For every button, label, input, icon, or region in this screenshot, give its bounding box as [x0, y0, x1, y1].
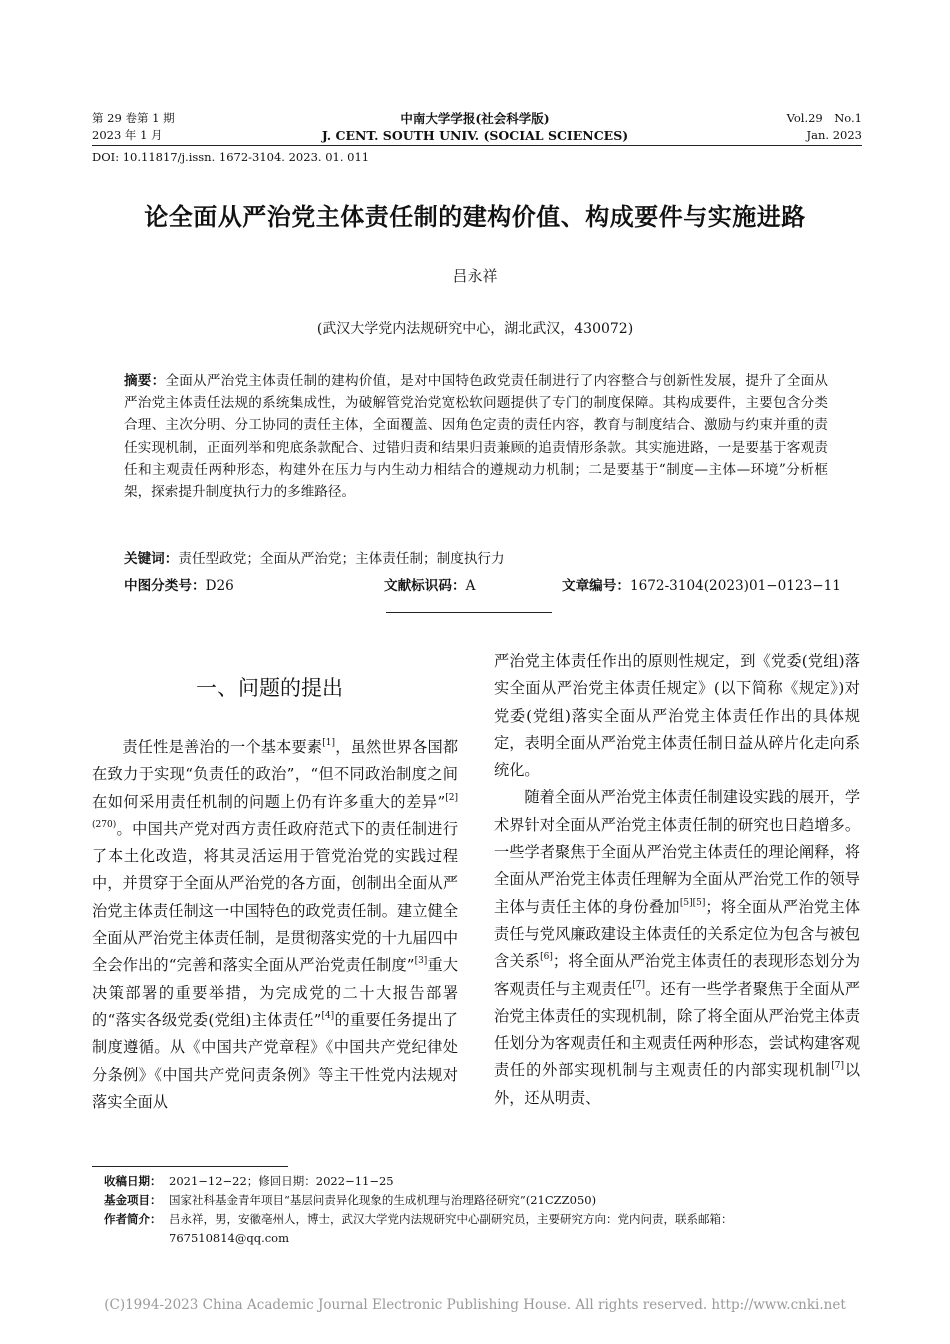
citation-ref[interactable]: [4]: [321, 1010, 335, 1021]
issue-info: [92, 110, 175, 144]
journal-name-cn: 中南大学学报(社会科学版): [400, 111, 550, 126]
clc-value: D26: [205, 578, 234, 594]
author-name: 吕永祥: [452, 267, 498, 285]
abstract-text: 全面从严治党主体责任制的建构价值，是对中国特色政党责任制进行了内容整合与创新性发展，提升了全面从严治党主体责任法规的系统集成性，为破解管党治党宽松软问题提供了专门的制度保障。其构成要件，主要包含分类合理、主次分明、分工协同的责任主体，全面覆盖、因角色定责的责任内容，教育与制度结合、激励与约束并重的责任实现机制，正面列举和兜底条款配合、过错归责和结果归责兼顾的追责情形条款。其实施进路，一是要基于客观责任和主观责任两种形态，构建外在压力与内生动力相结合的遵规动力机制；二是要基于“制度—主体—环境”分析框架，探索提升制度执行力的多维路径。: [124, 373, 829, 501]
body-text: ；将全面从严治党主体责任的表现形态划分为客观责任与主观责任: [494, 952, 861, 998]
doc-code-value: A: [465, 578, 476, 594]
received-date: [104, 1172, 864, 1191]
author-email[interactable]: 767510814@qq.com: [169, 1231, 289, 1245]
journal-title-block: [250, 110, 700, 144]
header-rule: [92, 145, 862, 146]
article-number: [562, 576, 841, 596]
copyright-notice: (C)1994-2023 China Academic Journal Electronic Publishing House. All rights reserved. http://www.cnki.net: [104, 1297, 846, 1313]
issue-date: 2023 年 1 月: [92, 128, 163, 142]
body-paragraph: 严治党主体责任作出的原则性规定，到《党委(党组)落实全面从严治党主体责任规定》(以下简称《规定》)对党委(党组)落实全面从严治党主体责任作出的具体规定，表明全面从严治党主体责任制日益从碎片化走向系统化。: [494, 652, 860, 780]
body-text: 以外，还从明责、: [494, 1061, 861, 1107]
issue-volume: 第 29 卷第 1 期: [92, 111, 175, 125]
body-text: 。还有一些学者聚焦于全面从严治党主体责任的实现机制，除了将全面从严治党主体责任划分为客观责任和主观责任两种形态，尝试构建客观责任的外部实现机制与主观责任的内部实现机制: [494, 979, 861, 1080]
body-text: ；将全面从严治党主体责任与党风廉政建设主体责任的关系定位为包含与被包含关系: [494, 897, 861, 971]
fund-label: 基金项目：: [104, 1193, 162, 1207]
footnotes: [104, 1172, 864, 1248]
doc-code-label: 文献标识码：: [384, 578, 466, 594]
document-code: [384, 576, 475, 596]
citation-ref[interactable]: [5][5]: [679, 897, 706, 908]
keywords: [124, 548, 828, 570]
left-column: [92, 734, 458, 1116]
bio-label: 作者简介：: [104, 1212, 162, 1226]
body-text: ，虽然世界各国都在致力于实现“负责任的政治”，“但不同政治制度之间在如何采用责任机制的问题上仍有许多重大的差异”: [92, 738, 459, 811]
abstract: [124, 370, 828, 503]
fund-info: [104, 1191, 864, 1210]
body-paragraph: [494, 784, 860, 1112]
body-paragraph: [92, 734, 458, 1116]
clc-number: [124, 576, 234, 596]
received-label: 收稿日期：: [104, 1174, 162, 1188]
citation-ref[interactable]: [7]: [831, 1061, 844, 1072]
fund-value: 国家社科基金青年项目“基层问责异化现象的生成机理与治理路径研究”(21CZZ050): [169, 1193, 597, 1207]
body-text: 。中国共产党对西方责任政府范式下的责任制进行了本土化改造，将其灵活运用于管党治党的实践过程中，并贯穿于全面从严治党的各方面，创制出全面从严治党主体责任制这一中国特色的政党责任制。建立健全全面从严治党主体责任制，是贯彻落实党的十九届四中全会作出的“完善和落实全面从严治党责任制度”: [92, 819, 458, 975]
body-text: 的重要任务提出了制度遵循。从《中国共产党章程》《中国共产党纪律处分条例》《中国共产党问责条例》等主干性党内法规对落实全面从: [92, 1010, 458, 1111]
abstract-divider: [386, 612, 552, 613]
bio-text: 吕永祥，男，安徽亳州人，博士，武汉大学党内法规研究中心副研究员，主要研究方向：党内问责，联系邮箱：: [169, 1212, 733, 1226]
clc-label: 中图分类号：: [124, 578, 206, 594]
footnote-rule: [92, 1166, 288, 1167]
volume-date: Jan. 2023: [806, 128, 862, 142]
received-value: 2021−12−22；修回日期：2022−11−25: [169, 1174, 394, 1188]
article-title: 论全面从严治党主体责任制的建构价值、构成要件与实施进路: [144, 203, 806, 231]
body-text: 随着全面从严治党主体责任制建设实践的展开，学术界针对全面从严治党主体责任制的研究也日趋增多。一些学者聚焦于全面从严治党主体责任的理论阐释，将全面从严治党主体责任理解为全面从严治党工作的领导主体与责任主体的身份叠加: [494, 788, 860, 916]
article-no-label: 文章编号：: [562, 578, 630, 594]
body-text: 责任性是善治的一个基本要素: [122, 738, 323, 756]
doi[interactable]: DOI: 10.11817/j.issn. 1672-3104. 2023. 01. 011: [92, 150, 370, 164]
citation-ref[interactable]: [1]: [322, 738, 336, 748]
volume-info: [700, 110, 862, 144]
abstract-label: 摘要：: [124, 373, 166, 389]
citation-ref[interactable]: [3]: [414, 956, 428, 967]
article-no-value: 1672-3104(2023)01−0123−11: [629, 578, 841, 594]
author-affiliation: (武汉大学党内法规研究中心，湖北武汉，430072): [316, 321, 634, 337]
keywords-text: 责任型政党；全面从严治党；主体责任制；制度执行力: [178, 551, 505, 567]
journal-name-en: J. CENT. SOUTH UNIV. (SOCIAL SCIENCES): [321, 128, 629, 143]
section-heading: 一、问题的提出: [196, 676, 343, 700]
author-bio: [104, 1210, 864, 1248]
volume-number: Vol.29 No.1: [786, 111, 862, 125]
keywords-label: 关键词：: [124, 551, 179, 567]
citation-ref[interactable]: [7]: [632, 979, 645, 990]
body-text: 重大决策部署的重要举措，为完成党的二十大报告部署的“落实各级党委(党组)主体责任”: [92, 956, 458, 1029]
citation-ref[interactable]: [2](270): [92, 792, 458, 830]
citation-ref[interactable]: [6]: [540, 952, 553, 963]
right-column: [494, 648, 860, 1112]
